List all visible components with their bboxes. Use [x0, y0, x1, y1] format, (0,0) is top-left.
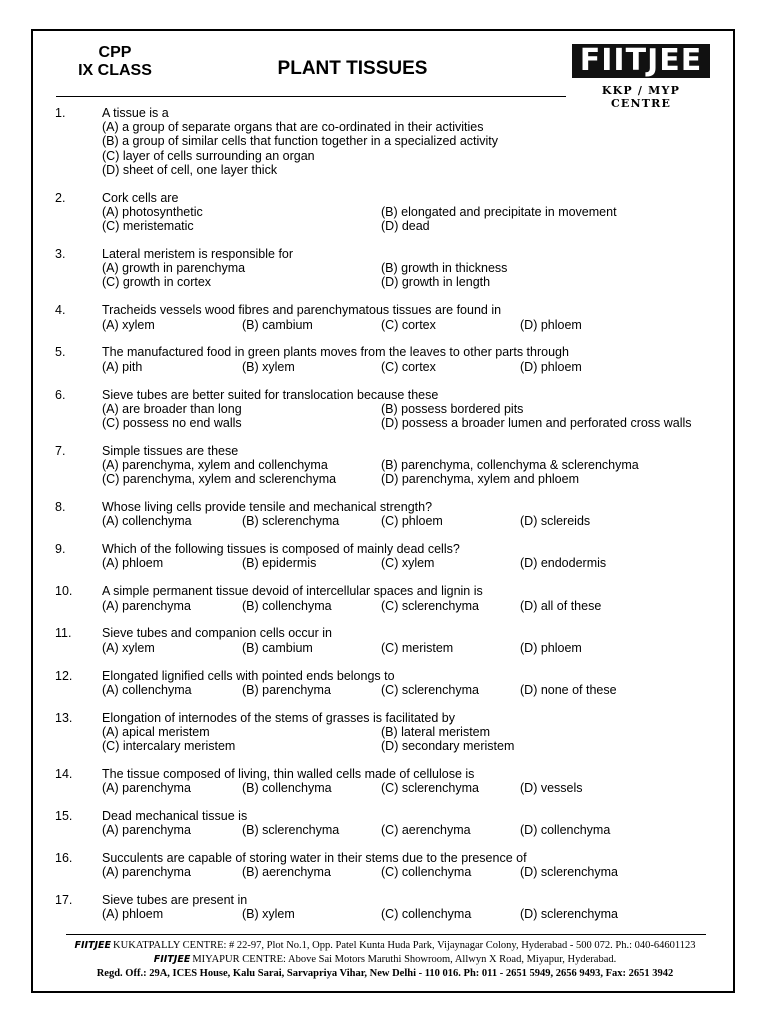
question-text: Succulents are capable of storing water in their stems due to the presence of [102, 851, 527, 866]
question-number: 17. [55, 893, 73, 908]
footer-kukatpally: KUKATPALLY CENTRE: # 22-97, Plot No.1, Opp. Patel Kunta Huda Park, Vijaynagar Colony, Hyderabad - 500 072. Ph.: 040-64601123 [113, 940, 696, 951]
answer-option: (C) intercalary meristem [102, 739, 236, 753]
question-number: 8. [55, 500, 66, 515]
answer-option: (B) elongated and precipitate in movement [381, 204, 617, 219]
answer-option: (C) meristem [381, 640, 454, 655]
question-text: Elongated lignified cells with pointed ends belongs to [102, 668, 395, 683]
answer-option: (D) parenchyma, xylem and phloem [381, 472, 579, 487]
question-number: 5. [55, 345, 66, 360]
answer-option: (C) growth in cortex [102, 275, 212, 290]
answer-option: (D) dead [381, 219, 430, 234]
answer-option: (C) sclerenchyma [381, 781, 479, 796]
answer-option: (A) apical meristem [102, 724, 210, 739]
question-text: Sieve tubes are better suited for translocation because these [102, 387, 439, 402]
question-number: 11. [55, 626, 72, 641]
answer-option: (B) sclerenchyma [242, 514, 340, 529]
question-number: 7. [55, 443, 66, 458]
answer-option: (B) cambium [242, 640, 313, 655]
answer-option: (A) collenchyma [102, 682, 192, 697]
answer-option: (D) none of these [520, 682, 617, 697]
question-text: Tracheids vessels wood fibres and parenchymatous tissues are found in [102, 303, 502, 318]
answer-option: (D) all of these [520, 598, 602, 613]
answer-option: (C) parenchyma, xylem and sclerenchyma [102, 472, 337, 487]
question-number: 1. [55, 106, 66, 120]
answer-option: (C) sclerenchyma [381, 682, 479, 697]
question-number: 2. [55, 190, 66, 205]
question-number: 9. [55, 542, 66, 557]
answer-option: (C) xylem [381, 556, 435, 571]
answer-option: (B) xylem [242, 359, 295, 374]
question-text: Whose living cells provide tensile and mechanical strength? [102, 500, 433, 515]
answer-option: (D) secondary meristem [381, 739, 515, 753]
answer-option: (C) cortex [381, 317, 436, 332]
answer-option: (B) parenchyma [242, 682, 331, 697]
footer-line-3: Regd. Off.: 29A, ICES House, Kalu Sarai, Sarvapriya Vihar, New Delhi - 110 016. Ph: 011 - 2651 5949, 2656 9493, Fax: 2651 3942 [96, 968, 674, 979]
question-text: Elongation of internodes of the stems of grasses is facilitated by [102, 710, 455, 725]
answer-option: (A) phloem [102, 907, 164, 922]
question-text: Lateral meristem is responsible for [102, 247, 294, 261]
answer-option: (A) phloem [102, 556, 164, 571]
answer-option: (A) xylem [102, 640, 155, 655]
centre-label: KKP / MYP CENTRE [601, 84, 681, 110]
answer-option: (B) collenchyma [242, 598, 332, 613]
fiitjee-logo: FIITJEE [572, 44, 710, 78]
answer-option: (C) layer of cells surrounding an organ [102, 148, 315, 163]
cpp-label: CPP [98, 44, 132, 61]
question-text: Which of the following tissues is composed of mainly dead cells? [102, 542, 460, 557]
question-number: 4. [55, 303, 66, 318]
answer-option: (A) growth in parenchyma [102, 261, 246, 276]
question-number: 13. [55, 710, 73, 725]
question-text: Simple tissues are these [102, 443, 239, 458]
answer-option: (B) xylem [242, 907, 295, 922]
question-text: Cork cells are [102, 190, 179, 205]
answer-option: (C) phloem [381, 514, 443, 529]
answer-option: (D) phloem [520, 640, 582, 655]
footer-miyapur: MIYAPUR CENTRE: Above Sai Motors Maruthi Showroom, Allwyn X Road, Miyapur, Hyderabad. [192, 954, 617, 965]
question-number: 10. [55, 584, 73, 599]
question-number: 12. [55, 668, 73, 683]
answer-option: (A) photosynthetic [102, 204, 203, 219]
answer-option: (C) collenchyma [381, 865, 472, 880]
answer-option: (D) sclereids [520, 514, 591, 529]
answer-option: (C) cortex [381, 359, 436, 374]
answer-option: (A) parenchyma [102, 865, 191, 880]
footer-brand-2: FIITJEE [153, 954, 191, 965]
answer-option: (B) growth in thickness [381, 261, 508, 276]
answer-option: (A) are broader than long [102, 401, 242, 416]
answer-option: (D) sheet of cell, one layer thick [102, 162, 278, 177]
answer-option: (A) a group of separate organs that are co-ordinated in their activities [102, 120, 484, 135]
answer-option: (C) sclerenchyma [381, 598, 479, 613]
question-number: 6. [55, 387, 66, 402]
answer-option: (B) sclerenchyma [242, 823, 340, 838]
question-number: 15. [55, 809, 73, 823]
answer-option: (D) sclerenchyma [520, 865, 618, 880]
answer-option: (B) epidermis [242, 556, 317, 571]
answer-option: (A) collenchyma [102, 514, 192, 529]
answer-option: (D) phloem [520, 317, 582, 332]
question-text: Sieve tubes and companion cells occur in [102, 626, 332, 641]
question-text: A tissue is a [102, 106, 169, 120]
answer-option: (B) collenchyma [242, 781, 332, 796]
question-text: Sieve tubes are present in [102, 893, 248, 908]
answer-option: (D) vessels [520, 781, 583, 796]
answer-option: (C) aerenchyma [381, 823, 471, 838]
footer-line-2 [40, 954, 730, 965]
answer-option: (A) xylem [102, 317, 155, 332]
answer-option: (D) endodermis [520, 556, 607, 571]
answer-option: (B) a group of similar cells that function together in a specialized activity [102, 134, 499, 149]
answer-option: (A) parenchyma [102, 781, 191, 796]
answer-option: (A) parenchyma [102, 598, 191, 613]
footer-brand-1: FIITJEE [74, 940, 112, 951]
answer-option: (A) parenchyma [102, 823, 191, 838]
answer-option: (B) cambium [242, 317, 313, 332]
answer-option: (D) growth in length [381, 275, 491, 290]
question-text: The manufactured food in green plants moves from the leaves to other parts through [102, 345, 569, 360]
answer-option: (D) collenchyma [520, 823, 611, 838]
question-number: 3. [55, 247, 66, 261]
answer-option: (B) lateral meristem [381, 724, 491, 739]
question-text: The tissue composed of living, thin walled cells made of cellulose is [102, 766, 475, 781]
answer-option: (B) possess bordered pits [381, 401, 524, 416]
class-label: IX CLASS [78, 62, 152, 79]
answer-option: (B) aerenchyma [242, 865, 331, 880]
answer-option: (A) pith [102, 359, 143, 374]
answer-option: (B) parenchyma, collenchyma & sclerenchyma [381, 458, 639, 472]
footer-rule [66, 934, 706, 935]
answer-option: (C) possess no end walls [102, 415, 242, 430]
footer-line-1 [40, 940, 730, 951]
question-number: 14. [55, 766, 73, 781]
answer-option: (C) collenchyma [381, 907, 472, 922]
page-title: PLANT TISSUES [277, 58, 428, 79]
answer-option: (D) possess a broader lumen and perforated cross walls [381, 415, 692, 430]
answer-option: (D) sclerenchyma [520, 907, 618, 922]
answer-option: (D) phloem [520, 359, 582, 374]
answer-option: (C) meristematic [102, 219, 194, 234]
question-text: Dead mechanical tissue is [102, 809, 248, 823]
question-text: A simple permanent tissue devoid of intercellular spaces and lignin is [102, 584, 483, 599]
answer-option: (A) parenchyma, xylem and collenchyma [102, 458, 328, 472]
question-number: 16. [55, 851, 73, 866]
